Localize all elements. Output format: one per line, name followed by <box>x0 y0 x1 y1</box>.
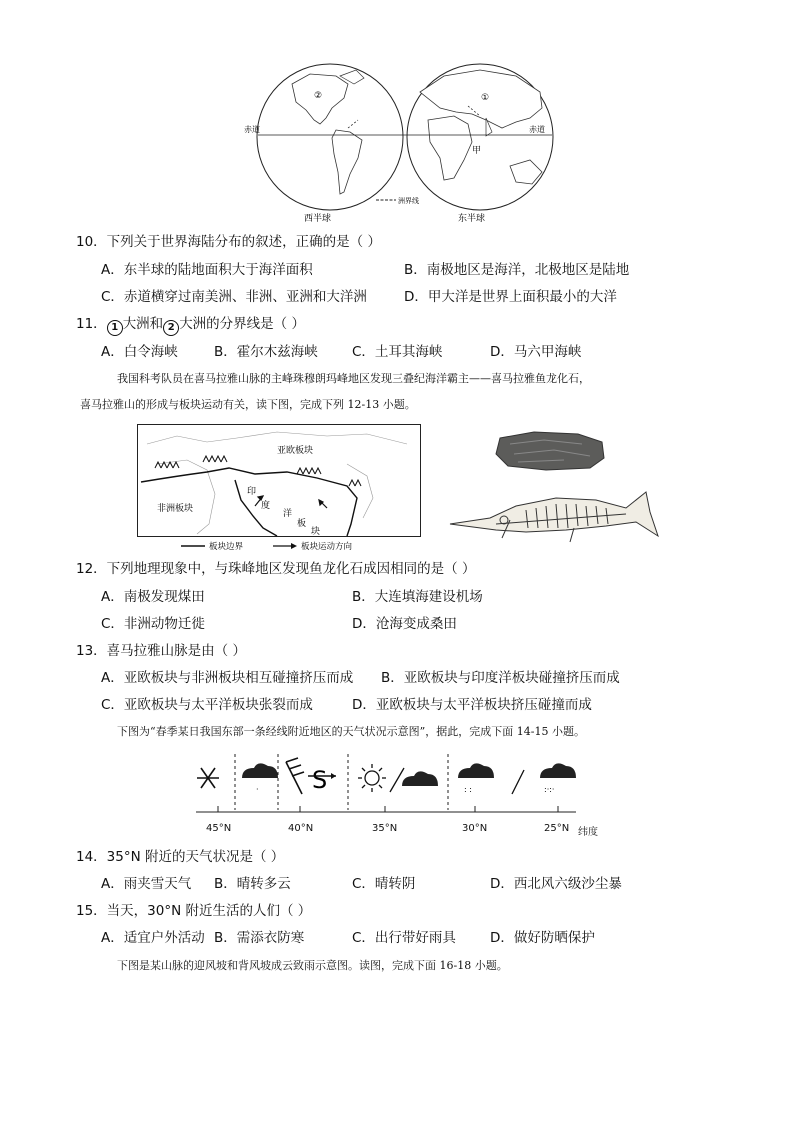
svg-text:印: 印 <box>247 487 257 497</box>
svg-text::·:·: :·:· <box>544 785 555 794</box>
q11-tail-text: 大洲的分界线是（ ） <box>179 316 305 332</box>
svg-text:板: 板 <box>297 519 307 529</box>
intro-16-18: 下图是某山脉的迎风坡和背风坡成云致雨示意图。读图，完成下面 16-18 小题。 <box>117 959 508 972</box>
svg-text:: :: : : <box>464 785 472 794</box>
svg-text:西半球: 西半球 <box>304 214 332 224</box>
light-rain-cloud-icon <box>242 763 278 794</box>
q14-option-b[interactable]: B．晴转多云 <box>214 876 291 892</box>
ichthyosaur-skeleton-image <box>446 484 660 546</box>
axis-unit-label: 纬度 <box>578 827 598 838</box>
q11-mid-text: 大洲和 <box>122 316 164 332</box>
svg-text:东半球: 东半球 <box>458 214 486 224</box>
svg-text:赤道: 赤道 <box>529 125 545 134</box>
plate-map <box>137 424 421 552</box>
axis-tick-30n: 30°N <box>462 823 488 834</box>
sandstorm-icon <box>308 766 336 794</box>
world-hemispheres-map <box>240 62 560 227</box>
q13-option-c[interactable]: C．亚欧板块与太平洋板块张裂而成 <box>101 697 313 713</box>
rain-cloud-icon <box>458 763 494 794</box>
axis-tick-40n: 40°N <box>288 823 314 834</box>
circled-1-marker: 1 <box>107 320 123 336</box>
intro-12-13-line2: 喜马拉雅山的形成与板块运动有关，读下图，完成下列 12-13 小题。 <box>80 398 416 411</box>
svg-text:亚欧板块: 亚欧板块 <box>277 446 314 456</box>
svg-text:块: 块 <box>311 527 321 537</box>
q12-option-c[interactable]: C．非洲动物迁徙 <box>101 616 205 632</box>
q13-option-a[interactable]: A．亚欧板块与非洲板块相互碰撞挤压而成 <box>101 670 354 686</box>
q15-option-a[interactable]: A．适宜户外活动 <box>101 930 205 946</box>
svg-text:甲: 甲 <box>472 146 482 156</box>
q11-option-b[interactable]: B．霍尔木兹海峡 <box>214 344 318 360</box>
heavy-rain-cloud-icon <box>540 763 576 794</box>
svg-text:②: ② <box>314 91 323 101</box>
hemispheres-drawing <box>240 62 560 227</box>
q14-option-a[interactable]: A．雨夹雪天气 <box>101 876 192 892</box>
svg-text:非洲板块: 非洲板块 <box>157 504 194 514</box>
q13-option-b[interactable]: B．亚欧板块与印度洋板块碰撞挤压而成 <box>381 670 620 686</box>
axis-tick-25n: 25°N <box>544 823 570 834</box>
q12-option-a[interactable]: A．南极发现煤田 <box>101 589 205 605</box>
svg-text:赤道: 赤道 <box>244 125 260 134</box>
sun-icon <box>358 764 386 792</box>
q14-option-c[interactable]: C．晴转阴 <box>352 876 416 892</box>
intro-12-13-line1: 我国科考队员在喜马拉雅山脉的主峰珠穆朗玛峰地区发现三叠纪海洋霸主——喜马拉雅鱼龙化石， <box>117 372 590 385</box>
intro-14-15: 下图为“春季某日我国东部一条经线附近地区的天气状况示意图”，据此，完成下面 14-15 小题。 <box>117 725 585 738</box>
q10-option-b[interactable]: B．南极地区是海洋，北极地区是陆地 <box>404 262 630 278</box>
svg-text:洋: 洋 <box>283 509 293 519</box>
svg-text:①: ① <box>481 93 490 103</box>
axis-tick-45n: 45°N <box>206 823 232 834</box>
question-14-stem: 14．35°N 附近的天气状况是（ ） <box>76 849 285 865</box>
wind-barb-icon <box>286 758 304 794</box>
q10-option-d[interactable]: D．甲大洋是世界上面积最小的大洋 <box>404 289 617 305</box>
q11-option-a[interactable]: A．白令海峡 <box>101 344 178 360</box>
q13-option-d[interactable]: D．亚欧板块与太平洋板块挤压碰撞而成 <box>352 697 592 713</box>
q11-option-c[interactable]: C．土耳其海峡 <box>352 344 443 360</box>
fossil-rock-image <box>494 430 608 472</box>
q15-option-c[interactable]: C．出行带好雨具 <box>352 930 456 946</box>
circled-2-marker: 2 <box>163 320 179 336</box>
overcast-cloud-icon <box>402 771 438 786</box>
svg-text:洲界线: 洲界线 <box>398 197 419 205</box>
question-15-stem: 15．当天，30°N 附近生活的人们（ ） <box>76 903 312 919</box>
svg-text:度: 度 <box>261 501 271 511</box>
q15-option-d[interactable]: D．做好防晒保护 <box>490 930 595 946</box>
plate-map-drawing <box>137 424 421 552</box>
question-13-stem: 13．喜马拉雅山脉是由（ ） <box>76 643 246 659</box>
svg-text:S: S <box>312 766 328 794</box>
snow-icon <box>197 768 219 788</box>
q12-option-b[interactable]: B．大连填海建设机场 <box>352 589 483 605</box>
q11-number: 11． <box>76 316 107 332</box>
q12-option-d[interactable]: D．沧海变成桑田 <box>352 616 457 632</box>
question-10-stem: 10．下列关于世界海陆分布的叙述，正确的是（ ） <box>76 234 381 250</box>
q14-option-d[interactable]: D．西北风六级沙尘暴 <box>490 876 622 892</box>
svg-text:板块边界: 板块边界 <box>209 542 244 552</box>
svg-text:·: · <box>256 785 259 794</box>
question-12-stem: 12．下列地理现象中，与珠峰地区发现鱼龙化石成因相同的是（ ） <box>76 561 476 577</box>
q10-option-c[interactable]: C．赤道横穿过南美洲、非洲、亚洲和大洋洲 <box>101 289 367 305</box>
svg-text:板块运动方向: 板块运动方向 <box>301 542 353 552</box>
q15-option-b[interactable]: B．需添衣防寒 <box>214 930 305 946</box>
question-11-stem <box>76 315 305 336</box>
q10-option-a[interactable]: A．东半球的陆地面积大于海洋面积 <box>101 262 313 278</box>
axis-tick-35n: 35°N <box>372 823 398 834</box>
q11-option-d[interactable]: D．马六甲海峡 <box>490 344 582 360</box>
